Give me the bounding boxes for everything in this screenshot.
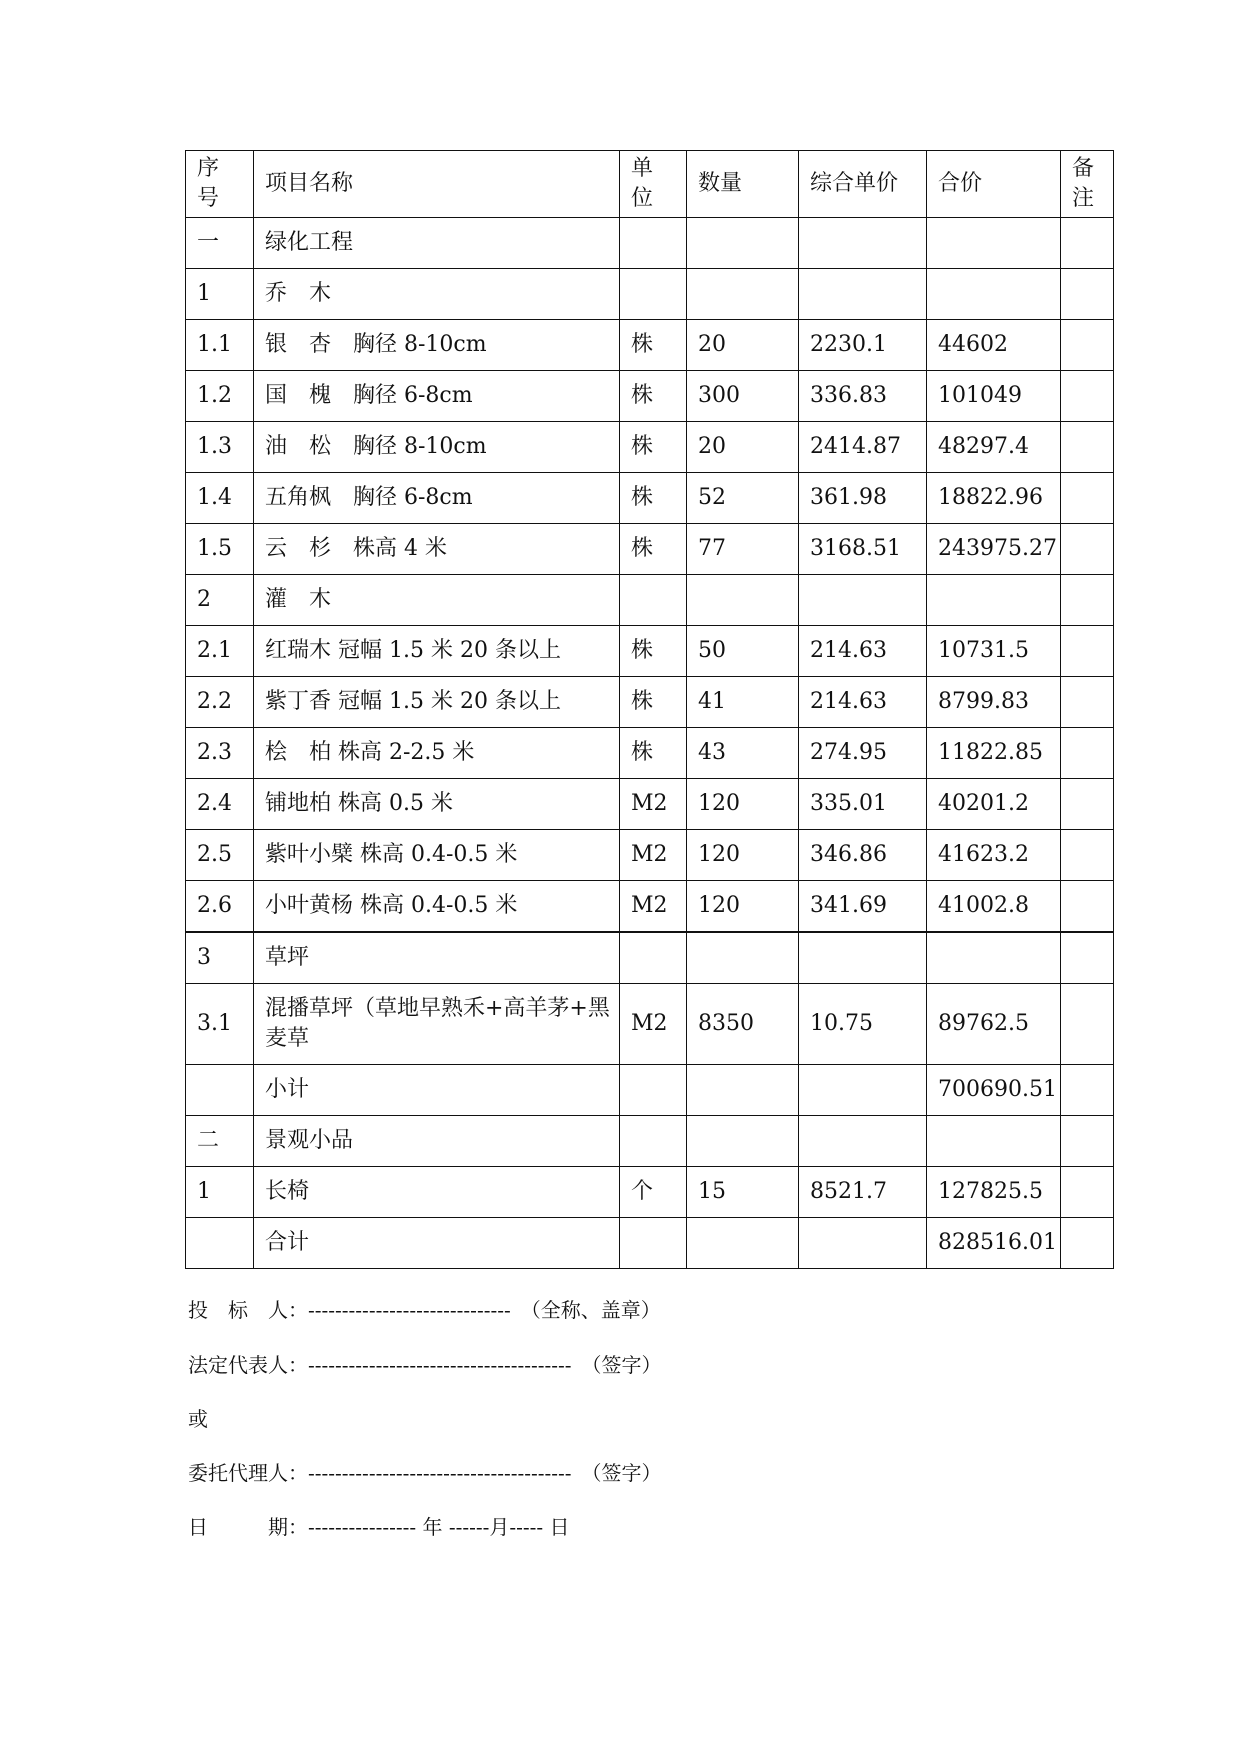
cell-price: 2414.87 — [799, 422, 927, 473]
cell-qty — [687, 218, 799, 269]
cell-unit — [620, 932, 687, 984]
cell-name: 油 松 胸径 8-10cm — [254, 422, 620, 473]
cell-price — [799, 1218, 927, 1269]
cell-remark — [1061, 524, 1114, 575]
cell-seq: 1 — [186, 269, 254, 320]
cell-name: 桧 柏 株高 2-2.5 米 — [254, 728, 620, 779]
cell-seq: 2.1 — [186, 626, 254, 677]
table-row — [186, 1116, 1114, 1167]
cell-unit: 株 — [620, 728, 687, 779]
cell-seq: 1.1 — [186, 320, 254, 371]
table-row — [186, 830, 1114, 881]
cell-remark — [1061, 218, 1114, 269]
cell-name: 灌 木 — [254, 575, 620, 626]
cell-unit: M2 — [620, 779, 687, 830]
cell-remark — [1061, 422, 1114, 473]
cell-total: 8799.83 — [927, 677, 1061, 728]
cell-name: 小叶黄杨 株高 0.4-0.5 米 — [254, 881, 620, 933]
cell-total: 828516.01 — [927, 1218, 1061, 1269]
cell-seq: 1.2 — [186, 371, 254, 422]
cell-name: 银 杏 胸径 8-10cm — [254, 320, 620, 371]
cell-seq: 1.3 — [186, 422, 254, 473]
header-price: 综合单价 — [799, 151, 927, 218]
header-total: 合价 — [927, 151, 1061, 218]
cell-remark — [1061, 473, 1114, 524]
cell-unit: M2 — [620, 881, 687, 933]
cell-total — [927, 1116, 1061, 1167]
cell-price: 8521.7 — [799, 1167, 927, 1218]
cell-unit — [620, 1218, 687, 1269]
cell-seq — [186, 1218, 254, 1269]
cell-remark — [1061, 320, 1114, 371]
legal-rep-line: 法定代表人：--------------------------------------- （签字） — [188, 1353, 662, 1377]
cell-remark — [1061, 626, 1114, 677]
table-row — [186, 269, 1114, 320]
cell-total — [927, 575, 1061, 626]
cell-qty: 20 — [687, 320, 799, 371]
cell-unit: M2 — [620, 830, 687, 881]
header-qty: 数量 — [687, 151, 799, 218]
cell-seq: 2.3 — [186, 728, 254, 779]
cell-unit — [620, 575, 687, 626]
cell-total: 10731.5 — [927, 626, 1061, 677]
table-row — [186, 779, 1114, 830]
cell-name: 紫丁香 冠幅 1.5 米 20 条以上 — [254, 677, 620, 728]
cell-total — [927, 218, 1061, 269]
cell-unit — [620, 218, 687, 269]
cell-remark — [1061, 932, 1114, 984]
cell-unit: 株 — [620, 677, 687, 728]
cell-qty: 15 — [687, 1167, 799, 1218]
cell-total: 101049 — [927, 371, 1061, 422]
table-header-row — [186, 151, 1114, 218]
table-row — [186, 626, 1114, 677]
cell-unit: 株 — [620, 371, 687, 422]
cell-seq: 2 — [186, 575, 254, 626]
cell-qty — [687, 1065, 799, 1116]
table-row — [186, 728, 1114, 779]
cell-price: 3168.51 — [799, 524, 927, 575]
cell-total: 41623.2 — [927, 830, 1061, 881]
table-row — [186, 677, 1114, 728]
header-remark: 备 注 — [1061, 151, 1114, 218]
cell-name: 小计 — [254, 1065, 620, 1116]
cell-unit: 个 — [620, 1167, 687, 1218]
table-row — [186, 473, 1114, 524]
cell-price: 341.69 — [799, 881, 927, 933]
cell-name: 混播草坪（草地早熟禾+高羊茅+黑麦草 — [254, 984, 620, 1065]
cell-remark — [1061, 269, 1114, 320]
cell-price: 335.01 — [799, 779, 927, 830]
cell-remark — [1061, 1218, 1114, 1269]
cell-name: 长椅 — [254, 1167, 620, 1218]
cell-price: 346.86 — [799, 830, 927, 881]
cell-remark — [1061, 830, 1114, 881]
cell-qty — [687, 1218, 799, 1269]
cell-qty — [687, 269, 799, 320]
cell-qty: 8350 — [687, 984, 799, 1065]
cell-unit: 株 — [620, 473, 687, 524]
cell-qty — [687, 932, 799, 984]
cell-total: 89762.5 — [927, 984, 1061, 1065]
cell-name: 五角枫 胸径 6-8cm — [254, 473, 620, 524]
cell-qty: 43 — [687, 728, 799, 779]
cell-name: 国 槐 胸径 6-8cm — [254, 371, 620, 422]
cell-qty: 41 — [687, 677, 799, 728]
table-row — [186, 1218, 1114, 1269]
table-row — [186, 422, 1114, 473]
table-row — [186, 218, 1114, 269]
table-row — [186, 984, 1114, 1065]
cell-qty: 120 — [687, 881, 799, 933]
cell-price: 10.75 — [799, 984, 927, 1065]
cell-price — [799, 269, 927, 320]
cell-remark — [1061, 575, 1114, 626]
cell-qty: 20 — [687, 422, 799, 473]
cell-total: 40201.2 — [927, 779, 1061, 830]
cell-price — [799, 1116, 927, 1167]
price-table — [185, 150, 1114, 1269]
cell-remark — [1061, 677, 1114, 728]
header-name: 项目名称 — [254, 151, 620, 218]
cell-qty: 77 — [687, 524, 799, 575]
cell-total: 48297.4 — [927, 422, 1061, 473]
cell-remark — [1061, 984, 1114, 1065]
cell-name: 紫叶小檗 株高 0.4-0.5 米 — [254, 830, 620, 881]
cell-price — [799, 575, 927, 626]
cell-unit — [620, 1065, 687, 1116]
cell-seq: 一 — [186, 218, 254, 269]
cell-name: 景观小品 — [254, 1116, 620, 1167]
cell-qty: 120 — [687, 830, 799, 881]
table-row — [186, 371, 1114, 422]
cell-unit — [620, 1116, 687, 1167]
cell-total — [927, 269, 1061, 320]
cell-total: 700690.51 — [927, 1065, 1061, 1116]
cell-unit: 株 — [620, 626, 687, 677]
cell-remark — [1061, 881, 1114, 933]
cell-name: 铺地柏 株高 0.5 米 — [254, 779, 620, 830]
table-row — [186, 1167, 1114, 1218]
cell-seq: 2.4 — [186, 779, 254, 830]
cell-seq: 1.4 — [186, 473, 254, 524]
cell-unit: M2 — [620, 984, 687, 1065]
cell-qty — [687, 575, 799, 626]
cell-unit — [620, 269, 687, 320]
cell-unit: 株 — [620, 320, 687, 371]
cell-remark — [1061, 1116, 1114, 1167]
cell-price — [799, 932, 927, 984]
cell-seq: 二 — [186, 1116, 254, 1167]
cell-name: 乔 木 — [254, 269, 620, 320]
cell-unit: 株 — [620, 524, 687, 575]
table-row — [186, 524, 1114, 575]
cell-seq: 2.5 — [186, 830, 254, 881]
cell-qty: 52 — [687, 473, 799, 524]
cell-remark — [1061, 1167, 1114, 1218]
date-line: 日 期：---------------- 年 ------月----- 日 — [188, 1515, 570, 1539]
cell-price: 361.98 — [799, 473, 927, 524]
cell-name: 绿化工程 — [254, 218, 620, 269]
cell-seq — [186, 1065, 254, 1116]
cell-remark — [1061, 1065, 1114, 1116]
cell-remark — [1061, 728, 1114, 779]
cell-total: 11822.85 — [927, 728, 1061, 779]
cell-qty: 120 — [687, 779, 799, 830]
cell-seq: 1.5 — [186, 524, 254, 575]
cell-name: 合计 — [254, 1218, 620, 1269]
cell-seq: 3 — [186, 932, 254, 984]
cell-total: 127825.5 — [927, 1167, 1061, 1218]
cell-unit: 株 — [620, 422, 687, 473]
cell-name: 云 杉 株高 4 米 — [254, 524, 620, 575]
or-text: 或 — [188, 1407, 208, 1431]
table-row — [186, 1065, 1114, 1116]
header-unit: 单 位 — [620, 151, 687, 218]
cell-name: 草坪 — [254, 932, 620, 984]
agent-line: 委托代理人：--------------------------------------- （签字） — [188, 1461, 662, 1485]
cell-qty: 300 — [687, 371, 799, 422]
cell-qty — [687, 1116, 799, 1167]
cell-total: 243975.27 — [927, 524, 1061, 575]
table-row — [186, 881, 1114, 933]
cell-price: 214.63 — [799, 677, 927, 728]
cell-price: 2230.1 — [799, 320, 927, 371]
cell-total: 44602 — [927, 320, 1061, 371]
table-row — [186, 575, 1114, 626]
cell-seq: 2.6 — [186, 881, 254, 933]
table-row — [186, 320, 1114, 371]
cell-total: 41002.8 — [927, 881, 1061, 933]
cell-price: 214.63 — [799, 626, 927, 677]
cell-remark — [1061, 371, 1114, 422]
cell-seq: 1 — [186, 1167, 254, 1218]
cell-price — [799, 218, 927, 269]
cell-remark — [1061, 779, 1114, 830]
cell-total — [927, 932, 1061, 984]
cell-price: 336.83 — [799, 371, 927, 422]
cell-price — [799, 1065, 927, 1116]
cell-price: 274.95 — [799, 728, 927, 779]
cell-total: 18822.96 — [927, 473, 1061, 524]
cell-seq: 2.2 — [186, 677, 254, 728]
cell-seq: 3.1 — [186, 984, 254, 1065]
table-row — [186, 932, 1114, 984]
bidder-line: 投 标 人：------------------------------ （全称、盖章） — [188, 1298, 661, 1322]
cell-qty: 50 — [687, 626, 799, 677]
cell-name: 红瑞木 冠幅 1.5 米 20 条以上 — [254, 626, 620, 677]
header-seq: 序 号 — [186, 151, 254, 218]
